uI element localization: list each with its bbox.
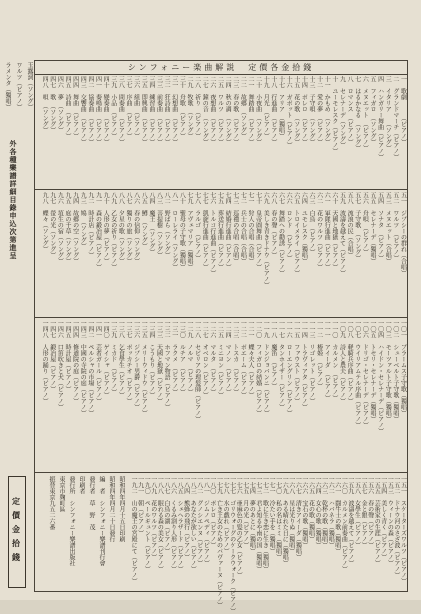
left-strip-line: ワルツ（ピアノ）: [15, 62, 22, 110]
catalog-entry: 五三 メヌエット（合唱）: [384, 192, 392, 264]
catalog-entry: 十七 アリア （獨唱）: [277, 76, 285, 139]
catalog-entry: 一五九 波濤を越えて（ピアノ）: [346, 476, 354, 566]
catalog-entry: 一八〇 ボレロ（ピアノ）: [208, 476, 216, 548]
catalog-entry: 九一 森の鍛冶屋（ピアノ）: [94, 192, 102, 270]
catalog-entry: 八十 聖母の子守歌（獨唱）: [178, 192, 186, 270]
catalog-entry: 一三四 こうもり（ピアノ）: [147, 320, 155, 398]
catalog-entry: 七 はるかなる （ソング）: [353, 76, 361, 151]
catalog-entry: 八 ロマンス （ピアノ）: [346, 76, 354, 145]
catalog-entry: 一三三 天國と地獄（ピアノ）: [155, 320, 163, 404]
catalog-entry: 六三 白鳥 （ピアノ）: [308, 192, 315, 255]
catalog-entry: 一一八 魔笛 （ピアノ）: [269, 320, 277, 389]
catalog-entry: 一〇二 シューベルト子守歌（獨唱）: [391, 320, 399, 422]
catalog-entry: 二六 夜想曲 （ピアノ）: [208, 76, 216, 145]
catalog-entry: 六 メヌエット （ピアノ）: [361, 76, 369, 151]
catalog-entry: 一四八 人形の踊り（ピアノ）: [41, 320, 49, 404]
catalog-notice: 外各種樂譜詳細目錄申込次第進呈: [9, 140, 18, 260]
catalog-entry: 六五 トロイメライ（ピアノ）: [292, 192, 300, 276]
catalog-entry: 一七七 ゴリウォーグのケークウォーク（ピアノ）: [228, 476, 236, 614]
catalog-entry: 四 ハンガリー舞曲（ピアノ）: [376, 76, 384, 160]
catalog-entry: 一一〇 カルメン （ピアノ）: [330, 320, 338, 401]
catalog-entry: 八九 乙女の祈り（ピアノ）: [109, 192, 117, 270]
catalog-entry: 一六八 星は光りぬ（獨唱）: [287, 476, 295, 554]
catalog-entry: 四五 詩曲 （ピアノ）: [64, 76, 71, 139]
catalog-entry: 六九 美しき青きドナウ（ピアノ）: [262, 192, 270, 288]
catalog-entry: 一三一 ラクメ （ピアノ）: [170, 320, 178, 395]
catalog-entry: 十一 かもめ （ソング）: [323, 76, 331, 145]
catalog-entry: 一四五 時計屋（ピアノ）: [64, 320, 71, 392]
catalog-entry: 一五六 春の聲（ピアノ）: [366, 476, 374, 548]
catalog-entry: 一一六 ローエングリン（ピアノ）: [285, 320, 293, 416]
catalog-title: シンフォニー楽曲解説 定價各金拾錢: [127, 62, 315, 72]
catalog-entry: 九二 時計店（ピアノ）: [86, 192, 94, 258]
catalog-entry: 一〇一 ブラームス子守歌（獨唱）: [399, 320, 407, 416]
catalog-entry: 九六 埴生の宿（ソング）: [56, 192, 64, 264]
catalog-entry: 五五 セレナーデ（獨唱）: [369, 192, 376, 264]
catalog-entry: 五九 波濤を越えて（ピアノ）: [338, 192, 346, 276]
catalog-entry: 一一二 椿姫 （ピアノ）: [315, 320, 323, 389]
catalog-entry: 四八 唄 （ソング）: [41, 76, 49, 133]
catalog-entry: 六十 天國と地獄（ピアノ）: [330, 192, 338, 270]
catalog-entry: 一二一 蝶々夫人（ピアノ）: [247, 320, 254, 398]
catalog-entry: 八二 野ばら（ソング）: [163, 192, 171, 258]
catalog-entry: 四二 協奏曲 （ピアノ）: [86, 76, 94, 145]
catalog-entry: 一〇九 詩人と農夫（ピアノ）: [338, 320, 346, 404]
catalog-entry: 五 フィガロ （ソング）: [369, 76, 376, 145]
left-strip-line: ラメンタ（獨唱）: [4, 62, 11, 110]
catalog-entry: 二五 ワルツ （ピアノ）: [216, 76, 224, 145]
catalog-entry: 三三 前奏曲 （ピアノ）: [155, 76, 163, 145]
catalog-entry: 四十 變奏曲 （ピアノ）: [102, 76, 110, 145]
band-divider: [34, 472, 408, 473]
catalog-entry: 七九 アヴェマリア（獨唱）: [186, 192, 193, 270]
colophon-line: 昭和四年四月二十日發行: [108, 476, 115, 542]
catalog-entry: 七二 兵士の合唱（合唱）: [239, 192, 247, 264]
colophon-line: 東京市麹町區: [58, 476, 65, 512]
catalog-entry: 一六九 ある晴れた日に（獨唱）: [281, 476, 289, 566]
catalog-entry: 五六 舟唄 （ピアノ）: [361, 192, 369, 255]
catalog-entry: 一七九 亡き王女のためのパヴァーヌ（ピアノ）: [215, 476, 223, 608]
catalog-entry: 一五八 女學生（ピアノ）: [353, 476, 361, 548]
catalog-entry: 一一三 リゴレット（ピアノ）: [308, 320, 315, 404]
catalog-entry: 一四四 修道院の庭（ピアノ）: [71, 320, 79, 404]
catalog-entry: 十二 愛の夢 （ピアノ）: [315, 76, 323, 145]
catalog-entry: 一一九 ドンジョバンニ（ピアノ）: [262, 320, 270, 416]
catalog-entry: 一五五 芸術家の生涯（ピアノ）: [373, 476, 381, 566]
catalog-entry: 一二八 セビリアの理髪師（ピアノ）: [193, 320, 201, 422]
catalog-entry: 一三八 乞食學生（ピアノ）: [117, 320, 125, 398]
catalog-band-4: [130, 476, 407, 614]
price-box: [8, 476, 26, 588]
catalog-entry: 一五七 金と銀（ピアノ）: [360, 476, 368, 548]
colophon-line: 發行所 シンフォニー樂譜出版社: [68, 476, 75, 566]
catalog-entry: 七八 ラルゴ （ピアノ）: [193, 192, 201, 261]
catalog-entry: 一一一 アイーダ （ピアノ）: [323, 320, 331, 401]
catalog-entry: 七十 皇帝圓舞曲（ピアノ）: [254, 192, 262, 270]
catalog-entry: 六八 春の聲（ピアノ）: [269, 192, 277, 258]
catalog-entry: 一 歌劇 （ピアノ）: [399, 76, 407, 145]
catalog-entry: 一九一 朝（ピアノ）: [136, 476, 144, 536]
catalog-entry: 一七三 君よ知るや南の国（獨唱）: [254, 476, 262, 572]
catalog-entry: 一八八 眠れる森の美女（ピアノ）: [156, 476, 164, 572]
catalog-entry: 二三 春の歌 （ピアノ）: [231, 76, 239, 145]
catalog-entry: 四七 歌 （ソング）: [48, 76, 56, 133]
catalog-entry: 一五三 ウィーンの森（ピアノ）: [386, 476, 394, 566]
catalog-band-1: [40, 76, 406, 188]
catalog-entry: 五八 流浪の民（合唱）: [346, 192, 354, 258]
catalog-entry: 一一五 ファウスト（ピアノ）: [292, 320, 300, 404]
catalog-entry: 九十 人形の夢（ピアノ）: [102, 192, 110, 264]
colophon-line: 昭和四年四月十五日印刷: [118, 476, 125, 542]
catalog-entry: 二一 舞踏曲 （ピアノ）: [247, 76, 254, 145]
catalog-entry: 三九 小品 （ピアノ）: [109, 76, 117, 139]
catalog-entry: 一二二 ボエーム（ピアノ）: [239, 320, 247, 398]
catalog-entry: 一二五 ミニヨン（ピアノ）: [216, 320, 224, 398]
catalog-entry: 一四一 芸者ガール（ピアノ）: [94, 320, 102, 404]
catalog-entry: 六二 花のワルツ（ピアノ）: [315, 192, 323, 270]
catalog-entry: 一八七 白鳥の湖（ピアノ）: [162, 476, 170, 554]
catalog-entry: 一七六 亜麻色の髪の乙女（ピアノ）: [235, 476, 243, 578]
band-divider: [34, 189, 408, 190]
catalog-entry: 一三五 メリーウィドウ（ピアノ）: [140, 320, 148, 416]
catalog-entry: 二四 秋の調 （ソング）: [224, 76, 232, 145]
catalog-entry: 六七 舞踏への勸誘（ピアノ）: [277, 192, 285, 276]
catalog-entry: 一八六 くるみ割り人形（ピアノ）: [169, 476, 177, 572]
catalog-entry: 一六〇 カルメン前奏曲（ピアノ）: [340, 476, 348, 572]
catalog-entry: 一八三 あなたが欲しい（ピアノ）: [189, 476, 197, 572]
catalog-entry: 一六四 女心の歌（獨唱）: [314, 476, 322, 548]
catalog-entry: 一〇四 ハイドン・セレナーデ（ピアノ）: [376, 320, 384, 434]
catalog-entry: 九五 庭の千草（ソング）: [64, 192, 71, 264]
catalog-entry: 六六 ロンド （ピアノ）: [285, 192, 293, 261]
catalog-entry: 七三 巡禮の合唱（合唱）: [231, 192, 239, 264]
catalog-entry: 六一 軍隊行進曲（ピアノ）: [323, 192, 331, 270]
catalog-entry: 八四 魔王 （ソング）: [147, 192, 155, 255]
catalog-entry: 一二九 ノルマ （ピアノ）: [186, 320, 193, 395]
colophon-line: 振替東京九五二六番: [48, 476, 55, 530]
catalog-entry: 一六五 花の歌（獨唱）: [307, 476, 315, 542]
catalog-entry: 八一 ローレライ（ソング）: [170, 192, 178, 270]
left-strip-line: 玉露詞（ソング）: [26, 62, 33, 110]
catalog-entry: 十三 子守唄 （ソング）: [308, 76, 315, 145]
catalog-entry: 十 ユーモレスク（ピアノ）: [330, 76, 338, 154]
catalog-entry: 一六三 乾杯の歌（獨唱）: [320, 476, 328, 548]
catalog-entry: 十四 ボレロ （ピアノ）: [300, 76, 308, 145]
catalog-entry: 三八 間奏曲 （ピアノ）: [117, 76, 125, 145]
catalog-entry: 四四 舞曲 （ピアノ）: [71, 76, 79, 139]
catalog-entry: 一二四 マノン （ピアノ）: [224, 320, 232, 395]
catalog-entry: 一五二 ドナウ河のさざ波（ピアノ）: [392, 476, 400, 578]
catalog-entry: 一三六 ジプシー男爵（ピアノ）: [132, 320, 140, 410]
catalog-entry: 十六 ガボット（ピアノ）: [285, 76, 293, 148]
catalog-entry: 十五 花の歌 （ソング）: [292, 76, 300, 145]
catalog-entry: 一七〇 私の名はミミ（獨唱）: [274, 476, 282, 560]
catalog-entry: 一〇五 トセリ・セレナーデ（獨唱）: [369, 320, 376, 422]
catalog-entry: 一八九 花のワルツ（ピアノ）: [149, 476, 157, 560]
catalog-entry: 一三〇 ルチア （ピアノ）: [178, 320, 186, 395]
catalog-entry: 九四 故郷の空（ソング）: [71, 192, 79, 264]
catalog-entry: 一四三 中國の寺院の庭（ピアノ）: [79, 320, 87, 416]
catalog-entry: 五七 子守歌 （ソング）: [353, 192, 361, 261]
catalog-entry: 三 イタリア （ソング）: [384, 76, 392, 151]
catalog-entry: 三二 狂詩曲 （ピアノ）: [163, 76, 171, 145]
catalog-entry: 三十 舟歌 （ピアノ）: [178, 76, 186, 139]
catalog-entry: 一七二 歌に生き恋に生き（獨唱）: [261, 476, 269, 572]
colophon-line: 編 者 シンフォニー樂譜刊行會: [98, 476, 105, 566]
catalog-entry: 七六 トルコ行進曲（ピアノ）: [208, 192, 216, 276]
catalog-entry: 一一四 トラヴィアタ（ピアノ）: [300, 320, 308, 410]
catalog-entry: 四一 奏鳴曲 （ピアノ）: [94, 76, 102, 145]
catalog-entry: 三七 序曲 （ピアノ）: [125, 76, 132, 139]
catalog-entry: 一〇七 ウイリアムテル序曲（ピアノ）: [353, 320, 361, 428]
catalog-entry: 七一 狩人の合唱（合唱）: [247, 192, 254, 264]
catalog-entry: 一〇六 ドリゴ・セレナーデ（ピアノ）: [361, 320, 369, 428]
catalog-entry: 一七五 月の光（ピアノ）: [241, 476, 249, 548]
catalog-entry: 一六一 闘牛士の歌（獨唱）: [333, 476, 341, 554]
catalog-entry: 一四〇 ゲイシャ（ピアノ）: [102, 320, 110, 398]
catalog-entry: 一五四 美しく青く（ピアノ）: [379, 476, 387, 560]
catalog-entry: 三五 即興曲 （ピアノ）: [140, 76, 148, 145]
catalog-entry: 一三九 ミカド （ピアノ）: [109, 320, 117, 395]
colophon-line: 印刷者: [78, 476, 85, 494]
catalog-entry: 一七八 水の戯れ（ピアノ）: [222, 476, 230, 554]
catalog-entry: 一四七 鍛冶屋（ピアノ）: [48, 320, 56, 392]
catalog-entry: 七七 凱旋行進曲（ピアノ）: [201, 192, 209, 270]
catalog-entry: 十九 月光 （ピアノ）: [262, 76, 270, 139]
catalog-entry: 八八 夕星の歌（ソング）: [117, 192, 125, 264]
catalog-band-3: [40, 320, 406, 470]
catalog-entry: 一四六 口笛吹きと犬（ピアノ）: [56, 320, 64, 410]
catalog-entry: 二二 故郷 （ソング）: [239, 76, 247, 139]
catalog-entry: 五二 ワルツ （ピアノ）: [391, 192, 399, 261]
catalog-entry: 一七四 夢のあとに（獨唱）: [248, 476, 256, 554]
catalog-entry: 三一 幻想曲 （ピアノ）: [170, 76, 178, 145]
catalog-entry: 九七 螢の光（ソング）: [48, 192, 56, 258]
catalog-entry: 一八五 シェヘラザード（ピアノ）: [176, 476, 184, 572]
catalog-entry: 七四 結婚行進曲（ピアノ）: [224, 192, 232, 270]
catalog-entry: 一七一 冷たい手を（獨唱）: [268, 476, 276, 554]
catalog-entry: 八五 鱒 （ソング）: [140, 192, 148, 249]
left-strip-line: [0, 62, 1, 392]
catalog-entry: 三六 組曲 （ピアノ）: [132, 76, 140, 139]
catalog-entry: 二七 鐘の音 （ソング）: [201, 76, 209, 145]
catalog-entry: 一五一 スケーターズワルツ（ピアノ）: [399, 476, 407, 584]
catalog-entry: 四三 交響曲 （ピアノ）: [79, 76, 87, 145]
catalog-entry: 六四 ユモレスク（獨唱）: [300, 192, 308, 264]
catalog-entry: 一四二 ペルシャの市場（ピアノ）: [86, 320, 94, 416]
catalog-entry: 一六二 ハバネラ（獨唱）: [327, 476, 335, 548]
catalog-entry: 一八四 熊蜂の飛行（ピアノ）: [182, 476, 190, 560]
catalog-entry: 一一七 タンホイザー（ピアノ）: [277, 320, 285, 410]
catalog-entry: 一二三 トスカ （ピアノ）: [231, 320, 239, 395]
catalog-entry: 二十 小夜曲 （ソング）: [254, 76, 262, 145]
catalog-entry: 一二七 オベロン（ピアノ）: [201, 320, 209, 398]
catalog-entry: 九 セレナーデ（ソング）: [338, 76, 346, 148]
catalog-header: [34, 60, 408, 75]
catalog-entry: 五一 ジプシーの群れ（合唱）: [399, 192, 407, 276]
catalog-entry: 一六六 宝石の歌（獨唱）: [300, 476, 308, 548]
catalog-entry: 七五 葬送行進曲（ピアノ）: [216, 192, 224, 270]
catalog-entry: 十八 行進曲 （ピアノ）: [269, 76, 277, 145]
catalog-entry: 八六 春の信仰（ソング）: [132, 192, 140, 264]
catalog-entry: 二 グランドマーチ（ピアノ）: [391, 76, 399, 160]
catalog-entry: 四六 夢 （ソング）: [56, 76, 64, 133]
catalog-entry: 一八二 グノシエンヌ（ピアノ）: [195, 476, 203, 566]
catalog-entry: 一二六 マルタ （ピアノ）: [208, 320, 216, 395]
catalog-band-2: [40, 192, 406, 316]
band-divider: [34, 317, 408, 318]
catalog-entry: 八七 獨りの旅（ソング）: [125, 192, 132, 264]
catalog-entry: 二八 祈り （ピアノ）: [193, 76, 201, 139]
price-label: 定價金拾錢: [11, 497, 22, 567]
catalog-entry: 一六七 清きアイーダ（獨唱）: [294, 476, 302, 560]
catalog-entry: 九三 鳩 （ソング）: [79, 192, 87, 249]
catalog-entry: 五四 ソナタ （ピアノ）: [376, 192, 384, 261]
catalog-entry: 一二〇 フィガロの結婚（ピアノ）: [254, 320, 262, 416]
catalog-entry: 三四 練習曲 （ピアノ）: [147, 76, 155, 145]
catalog-entry: 一三二 ホフマン物語（ピアノ）: [163, 320, 171, 410]
catalog-entry: 二九 牧歌 （ソング）: [186, 76, 193, 139]
catalog-entry: 一〇三 モーツァルト子守歌（獨唱）: [384, 320, 392, 422]
catalog-entry: 一九〇 ペールギュント（ピアノ）: [143, 476, 151, 572]
colophon-line: 發行者 草 野 茂: [88, 476, 95, 530]
catalog-entry: 一〇八 軽騎兵序曲（ピアノ）: [346, 320, 354, 404]
catalog-entry: 一三七 ボッカチオ（ピアノ）: [125, 320, 132, 404]
catalog-entry: 一九二 山の魔王の宮殿にて（ピアノ）: [130, 476, 138, 584]
catalog-entry: 一八一 ジムノペディ（ピアノ）: [202, 476, 210, 566]
catalog-entry: 八三 菩提樹（ソング）: [155, 192, 163, 258]
catalog-entry: 九八 蝶々（ソング）: [41, 192, 49, 252]
